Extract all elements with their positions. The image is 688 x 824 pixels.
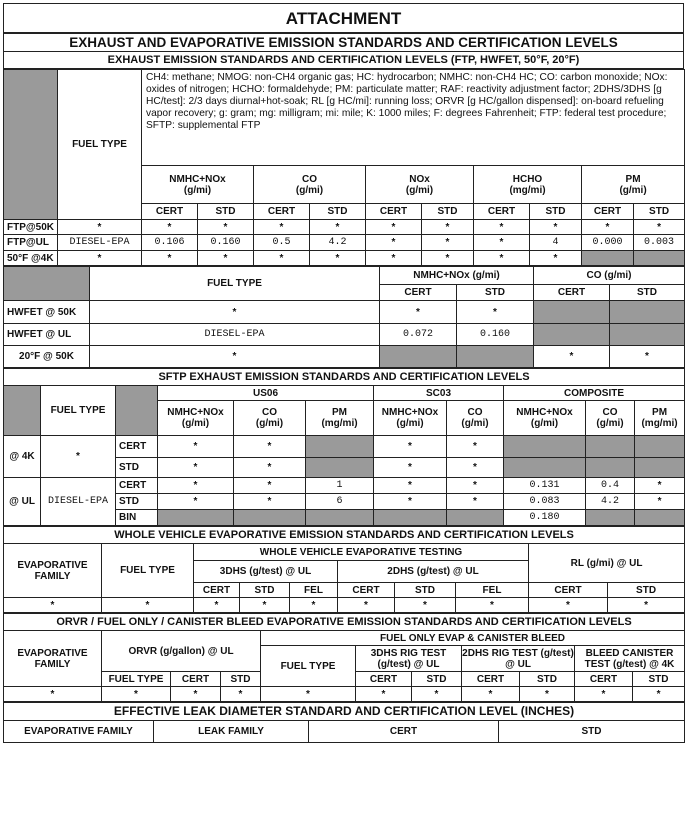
- shaded-cell: [582, 251, 634, 266]
- row-type-label: CERT: [116, 436, 158, 458]
- value-cell: *: [240, 598, 290, 613]
- std-header: STD: [395, 583, 456, 598]
- value-cell: *: [395, 598, 456, 613]
- std-header: STD: [633, 672, 685, 687]
- row-type-label: STD: [116, 494, 158, 510]
- value-cell: *: [447, 436, 504, 458]
- value-cell: 1: [306, 478, 374, 494]
- row-label: HWFET @ 50K: [4, 301, 90, 324]
- shaded-cell: [586, 510, 635, 526]
- abbreviation-definitions: CH4: methane; NMOG: non-CH4 organic gas; HC: hydrocarbon; NMHC: non-CH4 HC; CO: carbon monoxide; NOx: oxides of nitrogen; HCHO: formaldehyde; PM: particulate matter; RAF: reactivity adjustment factor; 2DHS/3DHS [g HC/test]: 2/3 days diurnal+hot-soak; RL [g HC/mi]: running loss; ORVR [g HC/gallon dispensed]: on-board refueling vapor recovery; g: gram; mg: milligram; mi: mile; K: 1000 miles; F: degrees Fahrenheit; FTP: federal test procedure; SFTP: supplemental FTP: [142, 70, 685, 166]
- shaded-cell: [586, 458, 635, 478]
- value-cell: *: [374, 436, 447, 458]
- row-label: 20°F @ 50K: [4, 346, 90, 368]
- value-cell: *: [634, 220, 685, 235]
- shaded-cell: [635, 436, 685, 458]
- value-cell: *: [447, 494, 504, 510]
- value-cell: *: [610, 346, 685, 368]
- fuel-cell: *: [90, 301, 380, 324]
- pollutant-header: CO (g/mi): [234, 401, 306, 436]
- std-header: STD: [221, 672, 261, 687]
- value-cell: *: [102, 687, 171, 702]
- value-cell: *: [366, 251, 422, 266]
- value-cell: 0.083: [504, 494, 586, 510]
- table-row: [4, 251, 685, 266]
- value-cell: 0.180: [504, 510, 586, 526]
- value-cell: *: [158, 478, 234, 494]
- value-cell: *: [374, 458, 447, 478]
- pollutant-header: CO (g/mi): [254, 166, 366, 204]
- value-cell: *: [158, 458, 234, 478]
- evap-heading: WHOLE VEHICLE EVAPORATIVE EMISSION STANDARDS AND CERTIFICATION LEVELS: [4, 527, 685, 544]
- std-header: STD: [412, 672, 462, 687]
- cert-header: CERT: [529, 583, 608, 598]
- sftp-heading: SFTP EXHAUST EMISSION STANDARDS AND CERTIFICATION LEVELS: [4, 369, 685, 386]
- ftp-fuel-type-header: FUEL TYPE: [58, 70, 142, 220]
- sftp-type-corner-cell: [116, 386, 158, 436]
- pollutant-header: NMHC+NOx (g/mi): [158, 401, 234, 436]
- orvr-family-header: EVAPORATIVE FAMILY: [4, 631, 102, 687]
- table-row: [4, 346, 685, 368]
- evap-fuel-type-header: FUEL TYPE: [102, 544, 194, 598]
- value-cell: *: [158, 436, 234, 458]
- orvr-header: ORVR (g/gallon) @ UL: [102, 631, 261, 672]
- cert-header: CERT: [194, 583, 240, 598]
- shaded-cell: [504, 436, 586, 458]
- pollutant-header: CO (g/mi): [534, 267, 685, 285]
- pollutant-header: NOx (g/mi): [366, 166, 474, 204]
- table-row: [4, 687, 685, 702]
- fuel-only-header: FUEL ONLY EVAP & CANISTER BLEED: [261, 631, 685, 646]
- std-header: STD: [240, 583, 290, 598]
- value-cell: 0.160: [198, 235, 254, 251]
- table-row: [4, 235, 685, 251]
- value-cell: 0.000: [582, 235, 634, 251]
- value-cell: 0.5: [254, 235, 310, 251]
- cert-header: CERT: [380, 285, 457, 301]
- cert-header: CERT: [462, 672, 520, 687]
- value-cell: *: [142, 251, 198, 266]
- value-cell: *: [356, 687, 412, 702]
- value-cell: *: [635, 478, 685, 494]
- table-row: [4, 478, 685, 494]
- cert-header: CERT: [366, 204, 422, 220]
- leak-family-header: LEAK FAMILY: [154, 721, 309, 743]
- value-cell: *: [447, 458, 504, 478]
- value-cell: *: [290, 598, 338, 613]
- value-cell: *: [447, 478, 504, 494]
- value-cell: *: [254, 251, 310, 266]
- pollutant-header: NMHC+NOx (g/mi): [142, 166, 254, 204]
- row-type-label: STD: [116, 458, 158, 478]
- hwfet-corner-cell: [4, 267, 90, 301]
- fuel-cell: *: [90, 346, 380, 368]
- fuel-cell: *: [58, 220, 142, 235]
- fel-header: FEL: [456, 583, 529, 598]
- shaded-cell: [586, 436, 635, 458]
- value-cell: *: [457, 301, 534, 324]
- std-header: STD: [499, 721, 685, 743]
- pollutant-header: CO (g/mi): [586, 401, 635, 436]
- value-cell: *: [529, 598, 608, 613]
- sftp-fuel-type-header: FUEL TYPE: [41, 386, 116, 436]
- rig2-header: 2DHS RIG TEST (g/test) @ UL: [462, 647, 574, 670]
- row-label: FTP@UL: [4, 235, 58, 251]
- value-cell: *: [142, 220, 198, 235]
- value-cell: *: [374, 494, 447, 510]
- std-header: STD: [310, 204, 366, 220]
- value-cell: *: [261, 687, 356, 702]
- std-header: STD: [634, 204, 685, 220]
- value-cell: *: [422, 251, 474, 266]
- row-type-label: CERT: [116, 478, 158, 494]
- shaded-cell: [457, 346, 534, 368]
- value-cell: *: [234, 436, 306, 458]
- shaded-cell: [306, 436, 374, 458]
- shaded-cell: [374, 510, 447, 526]
- shaded-cell: [158, 510, 234, 526]
- value-cell: 0.131: [504, 478, 586, 494]
- hwfet-fuel-type-header: FUEL TYPE: [90, 267, 380, 301]
- pollutant-header: CO (g/mi): [447, 401, 504, 436]
- std-header: STD: [608, 583, 685, 598]
- shaded-cell: [234, 510, 306, 526]
- evap-table: [3, 526, 685, 613]
- row-label: 50°F @4K: [4, 251, 58, 266]
- value-cell: *: [194, 598, 240, 613]
- ftp-table: [3, 69, 685, 266]
- fuel-cell: *: [41, 436, 116, 478]
- shaded-cell: [610, 324, 685, 346]
- hwfet-table: [3, 266, 685, 368]
- value-cell: *: [374, 478, 447, 494]
- fuel-cell: DIESEL-EPA: [58, 235, 142, 251]
- std-header: STD: [530, 204, 582, 220]
- value-cell: *: [366, 235, 422, 251]
- attachment-page: [3, 3, 684, 743]
- std-header: STD: [198, 204, 254, 220]
- value-cell: 0.160: [457, 324, 534, 346]
- value-cell: 0.4: [586, 478, 635, 494]
- pollutant-header: PM (mg/mi): [635, 401, 685, 436]
- shaded-cell: [610, 301, 685, 324]
- value-cell: *: [234, 494, 306, 510]
- table-row: [4, 598, 685, 613]
- value-cell: *: [221, 687, 261, 702]
- value-cell: 4.2: [586, 494, 635, 510]
- value-cell: *: [171, 687, 221, 702]
- pollutant-header: PM (g/mi): [582, 166, 685, 204]
- shaded-cell: [534, 324, 610, 346]
- fuel-cell: DIESEL-EPA: [90, 324, 380, 346]
- table-row: [4, 301, 685, 324]
- value-cell: *: [575, 687, 633, 702]
- page-title: ATTACHMENT: [4, 4, 684, 34]
- value-cell: *: [380, 301, 457, 324]
- shaded-cell: [534, 301, 610, 324]
- shaded-cell: [447, 510, 504, 526]
- leak-evap-family-header: EVAPORATIVE FAMILY: [4, 721, 154, 743]
- std-header: STD: [422, 204, 474, 220]
- table-row: [4, 324, 685, 346]
- cert-header: CERT: [474, 204, 530, 220]
- sc03-header: SC03: [374, 386, 504, 401]
- rig3-header: 3DHS RIG TEST (g/test) @ UL: [356, 646, 462, 672]
- value-cell: *: [254, 220, 310, 235]
- shaded-cell: [306, 510, 374, 526]
- bleed-header: BLEED CANISTER TEST (g/test) @ 4K: [575, 646, 685, 672]
- value-cell: 0.003: [634, 235, 685, 251]
- value-cell: *: [633, 687, 685, 702]
- leak-heading: EFFECTIVE LEAK DIAMETER STANDARD AND CERTIFICATION LEVEL (INCHES): [4, 703, 685, 721]
- cert-header: CERT: [575, 672, 633, 687]
- value-cell: *: [310, 251, 366, 266]
- evap-testing-header: WHOLE VEHICLE EVAPORATIVE TESTING: [194, 544, 529, 561]
- shaded-cell: [634, 251, 685, 266]
- value-cell: *: [520, 687, 575, 702]
- pollutant-header: PM (mg/mi): [306, 401, 374, 436]
- value-cell: *: [366, 220, 422, 235]
- row-label: @ 4K: [4, 436, 41, 478]
- sftp-table: [3, 368, 685, 526]
- value-cell: *: [474, 251, 530, 266]
- orvr-table: [3, 613, 685, 702]
- cert-header: CERT: [171, 672, 221, 687]
- value-cell: *: [474, 235, 530, 251]
- value-cell: *: [422, 235, 474, 251]
- value-cell: 0.072: [380, 324, 457, 346]
- value-cell: *: [474, 220, 530, 235]
- value-cell: *: [462, 687, 520, 702]
- shaded-cell: [306, 458, 374, 478]
- dhs3-header: 3DHS (g/test) @ UL: [194, 561, 338, 583]
- pollutant-header: NMHC+NOx (g/mi): [374, 401, 447, 436]
- value-cell: *: [158, 494, 234, 510]
- cert-header: CERT: [142, 204, 198, 220]
- pollutant-header: HCHO (mg/mi): [474, 166, 582, 204]
- value-cell: *: [4, 598, 102, 613]
- pollutant-header: NMHC+NOx (g/mi): [380, 267, 534, 285]
- row-label: @ UL: [4, 478, 41, 526]
- row-label: HWFET @ UL: [4, 324, 90, 346]
- value-cell: *: [422, 220, 474, 235]
- fuel-cell: DIESEL-EPA: [41, 478, 116, 526]
- ftp-heading: EXHAUST EMISSION STANDARDS AND CERTIFICATION LEVELS (FTP, HWFET, 50°F, 20°F): [4, 52, 684, 69]
- std-header: STD: [457, 285, 534, 301]
- value-cell: 4: [530, 235, 582, 251]
- value-cell: *: [4, 687, 102, 702]
- cert-header: CERT: [338, 583, 395, 598]
- row-label: FTP@50K: [4, 220, 58, 235]
- value-cell: *: [198, 251, 254, 266]
- value-cell: *: [198, 220, 254, 235]
- orvr-heading: ORVR / FUEL ONLY / CANISTER BLEED EVAPORATIVE EMISSION STANDARDS AND CERTIFICATION LEVELS: [4, 614, 685, 631]
- value-cell: 6: [306, 494, 374, 510]
- pollutant-header: NMHC+NOx (g/mi): [504, 401, 586, 436]
- table-row: [4, 220, 685, 235]
- value-cell: *: [582, 220, 634, 235]
- table-row: [4, 436, 685, 458]
- shaded-cell: [504, 458, 586, 478]
- value-cell: *: [530, 220, 582, 235]
- value-cell: *: [234, 458, 306, 478]
- value-cell: *: [310, 220, 366, 235]
- std-header: STD: [520, 672, 575, 687]
- leak-table: [3, 702, 685, 743]
- title-table: [3, 3, 684, 69]
- std-header: STD: [610, 285, 685, 301]
- rl-header: RL (g/mi) @ UL: [529, 544, 685, 583]
- cert-header: CERT: [254, 204, 310, 220]
- value-cell: *: [635, 494, 685, 510]
- cert-header: CERT: [356, 672, 412, 687]
- shaded-cell: [635, 458, 685, 478]
- fuel-cell: *: [58, 251, 142, 266]
- value-cell: *: [102, 598, 194, 613]
- value-cell: *: [338, 598, 395, 613]
- value-cell: 4.2: [310, 235, 366, 251]
- value-cell: *: [412, 687, 462, 702]
- fel-header: FEL: [290, 583, 338, 598]
- value-cell: *: [234, 478, 306, 494]
- composite-header: COMPOSITE: [504, 386, 685, 401]
- shaded-cell: [380, 346, 457, 368]
- value-cell: 0.106: [142, 235, 198, 251]
- ftp-corner-cell: [4, 70, 58, 220]
- sftp-corner-cell: [4, 386, 41, 436]
- cert-header: CERT: [534, 285, 610, 301]
- fuel-type-header: FUEL TYPE: [102, 672, 171, 687]
- cert-header: CERT: [582, 204, 634, 220]
- us06-header: US06: [158, 386, 374, 401]
- value-cell: *: [534, 346, 610, 368]
- value-cell: *: [456, 598, 529, 613]
- value-cell: *: [530, 251, 582, 266]
- cert-header: CERT: [309, 721, 499, 743]
- row-type-label: BIN: [116, 510, 158, 526]
- evap-family-header: EVAPORATIVE FAMILY: [4, 544, 102, 598]
- orvr-fuel-type-header: FUEL TYPE: [261, 646, 356, 687]
- dhs2-header: 2DHS (g/test) @ UL: [338, 561, 529, 583]
- value-cell: *: [608, 598, 685, 613]
- page-subtitle: EXHAUST AND EVAPORATIVE EMISSION STANDARDS AND CERTIFICATION LEVELS: [4, 33, 684, 52]
- shaded-cell: [635, 510, 685, 526]
